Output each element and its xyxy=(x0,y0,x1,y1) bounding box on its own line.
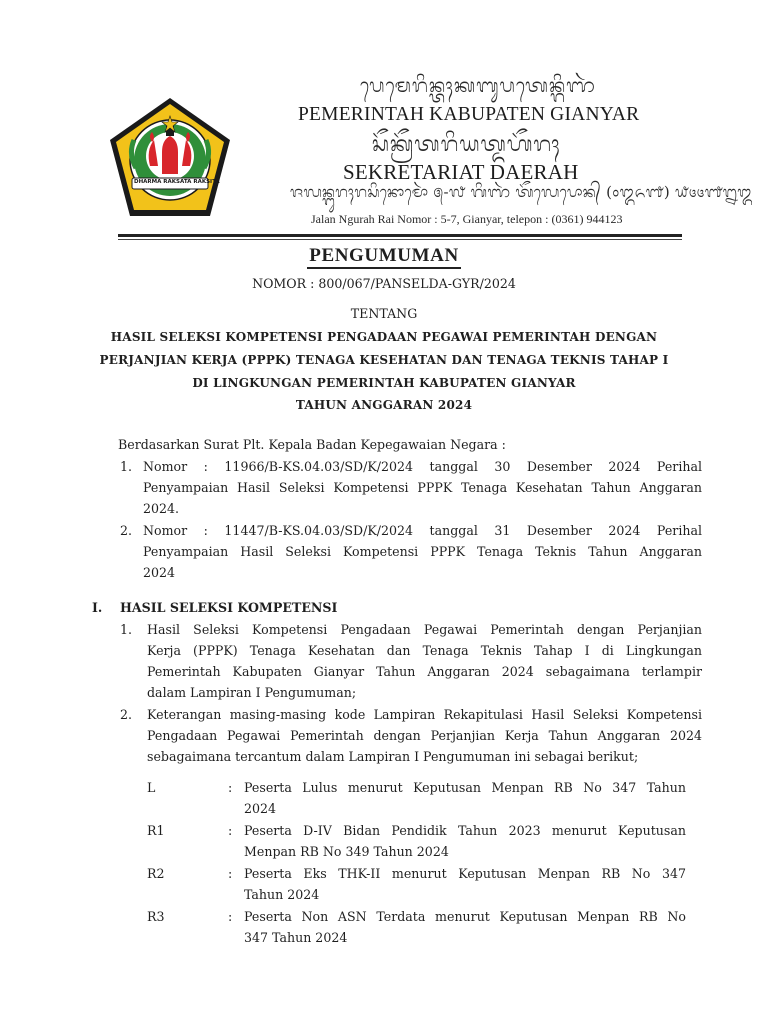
code-description-line: Peserta Lulus menurut Keputusan Menpan RB No 347 Tahun xyxy=(244,780,686,795)
section-item-line: Kerja (PPPK) Tenaga Kesehatan dan Tenaga Teknis Tahap I di Lingkungan xyxy=(147,643,702,658)
code-separator: : xyxy=(228,823,233,838)
basis-item-line: Penyampaian Hasil Seleksi Kompetensi PPPK Tenaga Teknis Tahun Anggaran xyxy=(143,544,702,559)
subject-line: PERJANJIAN KERJA (PPPK) TENAGA KESEHATAN DAN TENAGA TEKNIS TAHAP I xyxy=(99,353,669,367)
basis-item-line: 2024. xyxy=(143,501,180,516)
code-separator: : xyxy=(228,866,233,881)
letterhead-divider-thin xyxy=(118,239,682,240)
subject-line: HASIL SELEKSI KOMPETENSI PENGADAAN PEGAWAI PEMERINTAH DENGAN xyxy=(110,330,658,344)
government-name: PEMERINTAH KABUPATEN GIANYAR xyxy=(298,104,640,125)
letterhead-divider-thick xyxy=(118,234,682,237)
balinese-script-line-2: ᬲᭂᬓ᭄ᬭᭂᬢᬭᬶᬬᬢ᭄ᬤᬳᭂᬭᬄ xyxy=(372,132,561,156)
code-key: R1 xyxy=(147,823,165,838)
code-key: R3 xyxy=(147,909,165,924)
document-title: PENGUMUMAN xyxy=(0,245,768,267)
section-title: HASIL SELEKSI KOMPETENSI xyxy=(120,600,338,615)
list-number: 1. xyxy=(120,459,133,474)
list-number: 2. xyxy=(120,523,133,538)
balinese-script-line-3: ᬚᬮᬦ᭄ᬗᬸᬭᬄᬭᬲᬶᬦᭀᬫᭀᬃ ᭕-᭗ ᬕᬶᬜᬃ ᬢᭂᬮᬾᬧᭀᬦ᭄ (᭐᭓᭖᭑) ᭙᭔᭔᭑᭒᭓ xyxy=(290,183,753,201)
section-number: I. xyxy=(92,600,103,615)
section-item-line: Pemerintah Kabupaten Gianyar Tahun Anggaran 2024 sebagaimana terlampir xyxy=(147,664,702,679)
code-description-line: 347 Tahun 2024 xyxy=(244,930,348,945)
basis-item-line: Nomor : 11447/B-KS.04.03/SD/K/2024 tanggal 31 Desember 2024 Perihal xyxy=(143,523,702,538)
basis-item-line: 2024 xyxy=(143,565,176,580)
code-description-line: Peserta D-IV Bidan Pendidik Tahun 2023 menurut Keputusan xyxy=(244,823,686,838)
section-item-line: Hasil Seleksi Kompetensi Pengadaan Pegawai Pemerintah dengan Perjanjian xyxy=(147,622,702,637)
code-description-line: Menpan RB No 349 Tahun 2024 xyxy=(244,844,449,859)
balinese-script-line-1: ᬧᬾᬫᬾᬭᬶᬦ᭄ᬢᬄᬓᬩᬸᬧᬢᬾᬦ᭄ᬕᬶᬜᬃ xyxy=(360,75,596,97)
code-description-line: Tahun 2024 xyxy=(244,887,320,902)
tentang-label: TENTANG xyxy=(350,306,418,321)
code-separator: : xyxy=(228,909,233,924)
code-key: R2 xyxy=(147,866,165,881)
code-key: L xyxy=(147,780,156,795)
office-name: SEKRETARIAT DAERAH xyxy=(343,160,579,184)
code-description-line: Peserta Eks THK-II menurut Keputusan Menpan RB No 347 xyxy=(244,866,686,881)
intro-paragraph: Berdasarkan Surat Plt. Kepala Badan Kepegawaian Negara : xyxy=(118,437,506,452)
basis-item-line: Nomor : 11966/B-KS.04.03/SD/K/2024 tanggal 30 Desember 2024 Perihal xyxy=(143,459,702,474)
subject-line: TAHUN ANGGARAN 2024 xyxy=(295,398,473,412)
code-separator: : xyxy=(228,780,233,795)
code-description-line: 2024 xyxy=(244,801,277,816)
list-number: 1. xyxy=(120,622,133,637)
section-item-line: Keterangan masing-masing kode Lampiran Rekapitulasi Hasil Seleksi Kompetensi xyxy=(147,707,702,722)
section-item-line: sebagaimana tercantum dalam Lampiran I Pengumuman ini sebagai berikut; xyxy=(147,749,639,764)
list-number: 2. xyxy=(120,707,133,722)
emblem-motto: DHARMA RAKSATA RAKSITA xyxy=(134,179,220,185)
gianyar-regency-emblem xyxy=(106,96,234,220)
basis-item-line: Penyampaian Hasil Seleksi Kompetensi PPPK Tenaga Kesehatan Tahun Anggaran xyxy=(143,480,702,495)
office-address: Jalan Ngurah Rai Nomor : 5-7, Gianyar, telepon : (0361) 944123 xyxy=(311,212,623,226)
section-item-line: Pengadaan Pegawai Pemerintah dengan Perjanjian Kerja Tahun Anggaran 2024 xyxy=(147,728,702,743)
subject-line: DI LINGKUNGAN PEMERINTAH KABUPATEN GIANYAR xyxy=(192,376,576,390)
section-item-line: dalam Lampiran I Pengumuman; xyxy=(147,685,357,700)
document-number: NOMOR : 800/067/PANSELDA-GYR/2024 xyxy=(252,276,516,291)
code-description-line: Peserta Non ASN Terdata menurut Keputusan Menpan RB No xyxy=(244,909,686,924)
